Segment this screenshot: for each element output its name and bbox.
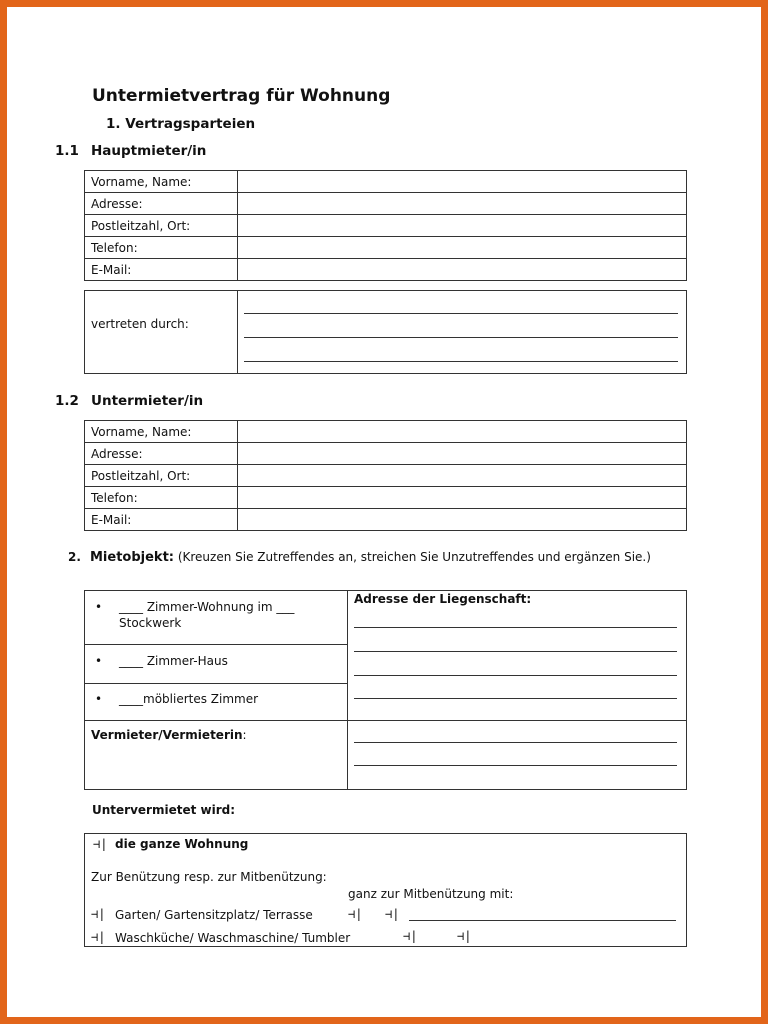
- checkbox-icon[interactable]: ⊣|: [457, 929, 472, 943]
- sublet-box: [84, 833, 687, 947]
- table-row: [85, 237, 687, 259]
- section-2-heading: [68, 549, 678, 566]
- field-label: Postleitzahl, Ort:: [85, 215, 238, 237]
- table-row: [85, 193, 687, 215]
- section-1-label: Vertragsparteien: [125, 116, 256, 132]
- table-row: [85, 259, 687, 281]
- table-row: [85, 443, 687, 465]
- represented-by-label: vertreten durch:: [91, 317, 189, 331]
- address-line-4[interactable]: [354, 698, 677, 699]
- subsection-label: Untermieter/in: [91, 393, 204, 409]
- address-line-1[interactable]: [354, 627, 677, 628]
- shared-with-line[interactable]: [409, 920, 676, 921]
- checkbox-icon[interactable]: ⊣|: [348, 907, 363, 921]
- usage-column-header: ganz zur Mitbenützung mit:: [348, 887, 514, 901]
- section-1-heading: [106, 116, 255, 132]
- field-input[interactable]: [238, 443, 687, 465]
- section-2-number: 2.: [68, 550, 81, 564]
- document-title: Untermietvertrag für Wohnung: [92, 86, 391, 106]
- field-label: Telefon:: [85, 487, 238, 509]
- section-2-hint: (Kreuzen Sie Zutreffendes an, streichen Sie Unzutreffendes und ergänzen Sie.): [177, 550, 651, 564]
- field-label: Postleitzahl, Ort:: [85, 465, 238, 487]
- field-label: Vorname, Name:: [85, 171, 238, 193]
- bullet-icon: •: [95, 654, 103, 668]
- bullet-icon: •: [95, 600, 103, 614]
- field-label: Adresse:: [85, 443, 238, 465]
- table-row: [85, 171, 687, 193]
- option-house[interactable]: ____ Zimmer-Haus: [119, 654, 228, 668]
- bullet-icon: •: [95, 692, 103, 706]
- subsection-number: 1.1: [55, 143, 79, 159]
- field-label: Adresse:: [85, 193, 238, 215]
- landlord-label-text: Vermieter/Vermieterin: [91, 728, 243, 742]
- subsection-1-2-heading: [55, 393, 203, 409]
- represented-by-box: [84, 290, 687, 374]
- field-input[interactable]: [238, 237, 687, 259]
- checkbox-icon[interactable]: ⊣|: [93, 837, 108, 851]
- field-input[interactable]: [238, 259, 687, 281]
- checkbox-icon[interactable]: ⊣|: [91, 930, 106, 944]
- field-input[interactable]: [238, 509, 687, 531]
- field-label: E-Mail:: [85, 259, 238, 281]
- address-line-2[interactable]: [354, 651, 677, 652]
- laundry-label: Waschküche/ Waschmaschine/ Tumbler: [115, 931, 351, 945]
- field-input[interactable]: [238, 215, 687, 237]
- field-input[interactable]: [238, 487, 687, 509]
- field-label: E-Mail:: [85, 509, 238, 531]
- represented-line-1[interactable]: [244, 313, 678, 314]
- represented-line-3[interactable]: [244, 361, 678, 362]
- row-divider: [85, 644, 347, 645]
- table-row: [85, 509, 687, 531]
- table-row: [85, 487, 687, 509]
- field-input[interactable]: [238, 421, 687, 443]
- usage-label: Zur Benützung resp. zur Mitbenützung:: [91, 870, 327, 884]
- subtenant-table: [84, 420, 687, 531]
- field-input[interactable]: [238, 193, 687, 215]
- option-apartment-line1[interactable]: ____ Zimmer-Wohnung im ___: [119, 600, 295, 614]
- subsection-label: Hauptmieter/in: [91, 143, 207, 159]
- column-divider: [237, 291, 238, 373]
- landlord-label-colon: :: [242, 728, 247, 742]
- main-tenant-table: [84, 170, 687, 281]
- section-2-label: Mietobjekt:: [90, 550, 174, 565]
- garden-label: Garten/ Gartensitzplatz/ Terrasse: [115, 908, 313, 922]
- field-input[interactable]: [238, 171, 687, 193]
- represented-line-2[interactable]: [244, 337, 678, 338]
- landlord-line-2[interactable]: [354, 765, 677, 766]
- table-row: [85, 465, 687, 487]
- landlord-label: [91, 728, 247, 742]
- sublet-heading: Untervermietet wird:: [92, 803, 236, 817]
- subsection-1-1-heading: [55, 143, 206, 159]
- section-1-number: 1.: [106, 116, 121, 132]
- field-input[interactable]: [238, 465, 687, 487]
- address-line-3[interactable]: [354, 675, 677, 676]
- checkbox-icon[interactable]: ⊣|: [91, 907, 106, 921]
- subsection-number: 1.2: [55, 393, 79, 409]
- table-row: [85, 421, 687, 443]
- landlord-line-1[interactable]: [354, 742, 677, 743]
- column-divider: [347, 591, 348, 789]
- option-apartment-line2: Stockwerk: [119, 616, 182, 630]
- row-divider: [85, 683, 347, 684]
- checkbox-icon[interactable]: ⊣|: [385, 907, 400, 921]
- field-label: Telefon:: [85, 237, 238, 259]
- row-divider: [85, 720, 686, 721]
- property-address-label: Adresse der Liegenschaft:: [354, 592, 532, 606]
- field-label: Vorname, Name:: [85, 421, 238, 443]
- rental-object-table: [84, 590, 687, 790]
- whole-apartment-label: die ganze Wohnung: [115, 837, 249, 851]
- checkbox-icon[interactable]: ⊣|: [403, 929, 418, 943]
- table-row: [85, 215, 687, 237]
- option-furnished-room[interactable]: ____möbliertes Zimmer: [119, 692, 259, 706]
